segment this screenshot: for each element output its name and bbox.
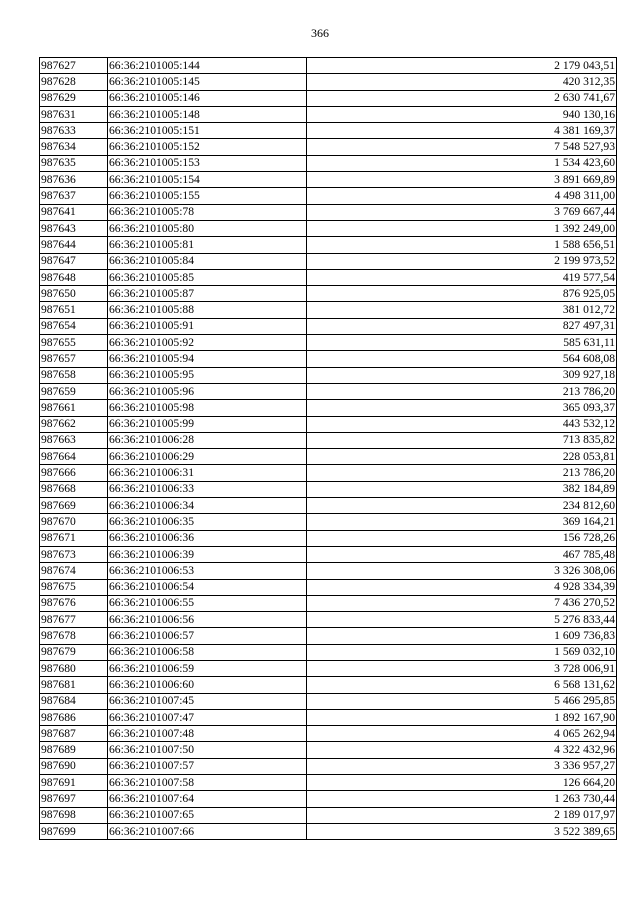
- object-id-cell: 987661: [40, 400, 108, 416]
- object-id-cell: 987634: [40, 139, 108, 155]
- cadastral-value-cell: 2 199 973,52: [307, 253, 617, 269]
- table-row: [40, 155, 617, 171]
- object-id-cell: 987698: [40, 807, 108, 823]
- cadastral-value-cell: 940 130,16: [307, 106, 617, 122]
- cadastral-number-cell: 66:36:2101007:48: [108, 726, 307, 742]
- cadastral-value-cell: 369 164,21: [307, 514, 617, 530]
- table-row: [40, 563, 617, 579]
- cadastral-number-cell: 66:36:2101007:65: [108, 807, 307, 823]
- table-row: [40, 628, 617, 644]
- table-row: [40, 123, 617, 139]
- cadastral-number-cell: 66:36:2101007:47: [108, 709, 307, 725]
- cadastral-number-cell: 66:36:2101005:96: [108, 383, 307, 399]
- cadastral-number-cell: 66:36:2101006:60: [108, 677, 307, 693]
- cadastral-value-cell: 3 326 308,06: [307, 563, 617, 579]
- cadastral-number-cell: 66:36:2101005:88: [108, 302, 307, 318]
- cadastral-number-cell: 66:36:2101006:57: [108, 628, 307, 644]
- cadastral-number-cell: 66:36:2101006:34: [108, 498, 307, 514]
- cadastral-number-cell: 66:36:2101005:148: [108, 106, 307, 122]
- table-row: [40, 74, 617, 90]
- cadastral-value-cell: 213 786,20: [307, 383, 617, 399]
- cadastral-value-cell: 234 812,60: [307, 498, 617, 514]
- cadastral-number-cell: 66:36:2101006:59: [108, 660, 307, 676]
- object-id-cell: 987659: [40, 383, 108, 399]
- table-row: [40, 318, 617, 334]
- cadastral-number-cell: 66:36:2101006:56: [108, 612, 307, 628]
- cadastral-value-cell: 3 522 389,65: [307, 823, 617, 839]
- cadastral-number-cell: 66:36:2101006:29: [108, 449, 307, 465]
- table-row: [40, 595, 617, 611]
- table-row: [40, 465, 617, 481]
- cadastral-value-cell: 4 928 334,39: [307, 579, 617, 595]
- cadastral-number-cell: 66:36:2101005:99: [108, 416, 307, 432]
- cadastral-number-cell: 66:36:2101005:91: [108, 318, 307, 334]
- object-id-cell: 987629: [40, 90, 108, 106]
- object-id-cell: 987675: [40, 579, 108, 595]
- object-id-cell: 987643: [40, 220, 108, 236]
- table-row: [40, 220, 617, 236]
- cadastral-value-cell: 2 630 741,67: [307, 90, 617, 106]
- object-id-cell: 987641: [40, 204, 108, 220]
- cadastral-value-cell: 1 392 249,00: [307, 220, 617, 236]
- cadastral-value-cell: 4 498 311,00: [307, 188, 617, 204]
- cadastral-number-cell: 66:36:2101005:94: [108, 351, 307, 367]
- cadastral-number-cell: 66:36:2101005:84: [108, 253, 307, 269]
- cadastral-number-cell: 66:36:2101007:64: [108, 791, 307, 807]
- table-row: [40, 400, 617, 416]
- cadastral-value-cell: 126 664,20: [307, 775, 617, 791]
- cadastral-value-cell: 3 769 667,44: [307, 204, 617, 220]
- object-id-cell: 987655: [40, 335, 108, 351]
- object-id-cell: 987662: [40, 416, 108, 432]
- cadastral-value-cell: 6 568 131,62: [307, 677, 617, 693]
- object-id-cell: 987680: [40, 660, 108, 676]
- object-id-cell: 987648: [40, 269, 108, 285]
- object-id-cell: 987668: [40, 481, 108, 497]
- cadastral-number-cell: 66:36:2101005:95: [108, 367, 307, 383]
- table-row: [40, 644, 617, 660]
- table-row: [40, 742, 617, 758]
- cadastral-number-cell: 66:36:2101007:58: [108, 775, 307, 791]
- object-id-cell: 987671: [40, 530, 108, 546]
- cadastral-number-cell: 66:36:2101007:45: [108, 693, 307, 709]
- cadastral-value-cell: 713 835,82: [307, 432, 617, 448]
- cadastral-number-cell: 66:36:2101006:54: [108, 579, 307, 595]
- table-row: [40, 416, 617, 432]
- object-id-cell: 987681: [40, 677, 108, 693]
- object-id-cell: 987666: [40, 465, 108, 481]
- object-id-cell: 987658: [40, 367, 108, 383]
- object-id-cell: 987676: [40, 595, 108, 611]
- cadastral-number-cell: 66:36:2101005:151: [108, 123, 307, 139]
- object-id-cell: 987686: [40, 709, 108, 725]
- object-id-cell: 987628: [40, 74, 108, 90]
- object-id-cell: 987678: [40, 628, 108, 644]
- cadastral-value-cell: 3 336 957,27: [307, 758, 617, 774]
- cadastral-number-cell: 66:36:2101005:153: [108, 155, 307, 171]
- object-id-cell: 987627: [40, 58, 108, 74]
- cadastral-number-cell: 66:36:2101005:152: [108, 139, 307, 155]
- cadastral-value-cell: 564 608,08: [307, 351, 617, 367]
- cadastral-value-cell: 7 436 270,52: [307, 595, 617, 611]
- table-row: [40, 302, 617, 318]
- cadastral-number-cell: 66:36:2101005:81: [108, 237, 307, 253]
- object-id-cell: 987647: [40, 253, 108, 269]
- table-row: [40, 351, 617, 367]
- cadastral-number-cell: 66:36:2101006:31: [108, 465, 307, 481]
- cadastral-number-cell: 66:36:2101005:92: [108, 335, 307, 351]
- table-row: [40, 612, 617, 628]
- object-id-cell: 987670: [40, 514, 108, 530]
- table-row: [40, 139, 617, 155]
- object-id-cell: 987651: [40, 302, 108, 318]
- cadastral-number-cell: 66:36:2101006:35: [108, 514, 307, 530]
- cadastral-number-cell: 66:36:2101006:33: [108, 481, 307, 497]
- cadastral-number-cell: 66:36:2101006:39: [108, 546, 307, 562]
- cadastral-number-cell: 66:36:2101005:154: [108, 172, 307, 188]
- cadastral-number-cell: 66:36:2101006:28: [108, 432, 307, 448]
- cadastral-number-cell: 66:36:2101006:53: [108, 563, 307, 579]
- object-id-cell: 987691: [40, 775, 108, 791]
- object-id-cell: 987689: [40, 742, 108, 758]
- cadastral-value-table: [39, 57, 617, 840]
- table-row: [40, 498, 617, 514]
- object-id-cell: 987677: [40, 612, 108, 628]
- table-row: [40, 237, 617, 253]
- table-row: [40, 530, 617, 546]
- object-id-cell: 987673: [40, 546, 108, 562]
- cadastral-number-cell: 66:36:2101005:85: [108, 269, 307, 285]
- cadastral-number-cell: 66:36:2101006:36: [108, 530, 307, 546]
- object-id-cell: 987679: [40, 644, 108, 660]
- cadastral-value-cell: 467 785,48: [307, 546, 617, 562]
- table-row: [40, 758, 617, 774]
- cadastral-value-cell: 585 631,11: [307, 335, 617, 351]
- cadastral-value-cell: 213 786,20: [307, 465, 617, 481]
- object-id-cell: 987633: [40, 123, 108, 139]
- table-row: [40, 367, 617, 383]
- cadastral-number-cell: 66:36:2101005:145: [108, 74, 307, 90]
- cadastral-number-cell: 66:36:2101005:78: [108, 204, 307, 220]
- table-row: [40, 726, 617, 742]
- object-id-cell: 987669: [40, 498, 108, 514]
- cadastral-value-cell: 7 548 527,93: [307, 139, 617, 155]
- object-id-cell: 987699: [40, 823, 108, 839]
- table-row: [40, 432, 617, 448]
- object-id-cell: 987687: [40, 726, 108, 742]
- table-row: [40, 269, 617, 285]
- page-number: 366: [311, 26, 329, 40]
- object-id-cell: 987644: [40, 237, 108, 253]
- object-id-cell: 987664: [40, 449, 108, 465]
- table-row: [40, 188, 617, 204]
- cadastral-value-cell: 1 263 730,44: [307, 791, 617, 807]
- cadastral-value-cell: 3 891 669,89: [307, 172, 617, 188]
- cadastral-number-cell: 66:36:2101006:55: [108, 595, 307, 611]
- object-id-cell: 987654: [40, 318, 108, 334]
- cadastral-value-cell: 4 322 432,96: [307, 742, 617, 758]
- table-row: [40, 204, 617, 220]
- object-id-cell: 987631: [40, 106, 108, 122]
- table-row: [40, 58, 617, 74]
- cadastral-value-cell: 3 728 006,91: [307, 660, 617, 676]
- table-row: [40, 791, 617, 807]
- table-row: [40, 481, 617, 497]
- cadastral-value-cell: 228 053,81: [307, 449, 617, 465]
- table-row: [40, 383, 617, 399]
- object-id-cell: 987637: [40, 188, 108, 204]
- table-row: [40, 253, 617, 269]
- cadastral-number-cell: 66:36:2101005:144: [108, 58, 307, 74]
- cadastral-number-cell: 66:36:2101005:146: [108, 90, 307, 106]
- cadastral-value-cell: 1 569 032,10: [307, 644, 617, 660]
- table-row: [40, 106, 617, 122]
- cadastral-number-cell: 66:36:2101005:98: [108, 400, 307, 416]
- object-id-cell: 987650: [40, 286, 108, 302]
- object-id-cell: 987657: [40, 351, 108, 367]
- cadastral-number-cell: 66:36:2101005:87: [108, 286, 307, 302]
- object-id-cell: 987636: [40, 172, 108, 188]
- cadastral-value-cell: 4 381 169,37: [307, 123, 617, 139]
- table-body: [40, 58, 617, 840]
- cadastral-value-cell: 4 065 262,94: [307, 726, 617, 742]
- cadastral-value-cell: 1 588 656,51: [307, 237, 617, 253]
- cadastral-number-cell: 66:36:2101005:155: [108, 188, 307, 204]
- cadastral-value-cell: 2 179 043,51: [307, 58, 617, 74]
- table-row: [40, 579, 617, 595]
- cadastral-value-cell: 419 577,54: [307, 269, 617, 285]
- table-row: [40, 546, 617, 562]
- table-row: [40, 660, 617, 676]
- object-id-cell: 987635: [40, 155, 108, 171]
- cadastral-value-cell: 5 466 295,85: [307, 693, 617, 709]
- cadastral-value-cell: 1 609 736,83: [307, 628, 617, 644]
- object-id-cell: 987663: [40, 432, 108, 448]
- table-row: [40, 775, 617, 791]
- table-row: [40, 823, 617, 839]
- table-row: [40, 172, 617, 188]
- cadastral-value-cell: 156 728,26: [307, 530, 617, 546]
- cadastral-number-cell: 66:36:2101006:58: [108, 644, 307, 660]
- cadastral-value-cell: 382 184,89: [307, 481, 617, 497]
- table-row: [40, 335, 617, 351]
- object-id-cell: 987674: [40, 563, 108, 579]
- object-id-cell: 987684: [40, 693, 108, 709]
- table-row: [40, 677, 617, 693]
- cadastral-value-cell: 443 532,12: [307, 416, 617, 432]
- object-id-cell: 987690: [40, 758, 108, 774]
- cadastral-value-cell: 876 925,05: [307, 286, 617, 302]
- table-row: [40, 90, 617, 106]
- cadastral-number-cell: 66:36:2101005:80: [108, 220, 307, 236]
- cadastral-value-cell: 827 497,31: [307, 318, 617, 334]
- cadastral-value-cell: 381 012,72: [307, 302, 617, 318]
- cadastral-value-cell: 2 189 017,97: [307, 807, 617, 823]
- cadastral-value-cell: 5 276 833,44: [307, 612, 617, 628]
- cadastral-value-cell: 365 093,37: [307, 400, 617, 416]
- cadastral-number-cell: 66:36:2101007:66: [108, 823, 307, 839]
- table-row: [40, 449, 617, 465]
- object-id-cell: 987697: [40, 791, 108, 807]
- table-row: [40, 693, 617, 709]
- cadastral-value-cell: 309 927,18: [307, 367, 617, 383]
- cadastral-value-cell: 1 892 167,90: [307, 709, 617, 725]
- table-row: [40, 286, 617, 302]
- cadastral-number-cell: 66:36:2101007:50: [108, 742, 307, 758]
- table-row: [40, 807, 617, 823]
- cadastral-value-cell: 1 534 423,60: [307, 155, 617, 171]
- cadastral-number-cell: 66:36:2101007:57: [108, 758, 307, 774]
- table-row: [40, 709, 617, 725]
- cadastral-value-cell: 420 312,35: [307, 74, 617, 90]
- table-row: [40, 514, 617, 530]
